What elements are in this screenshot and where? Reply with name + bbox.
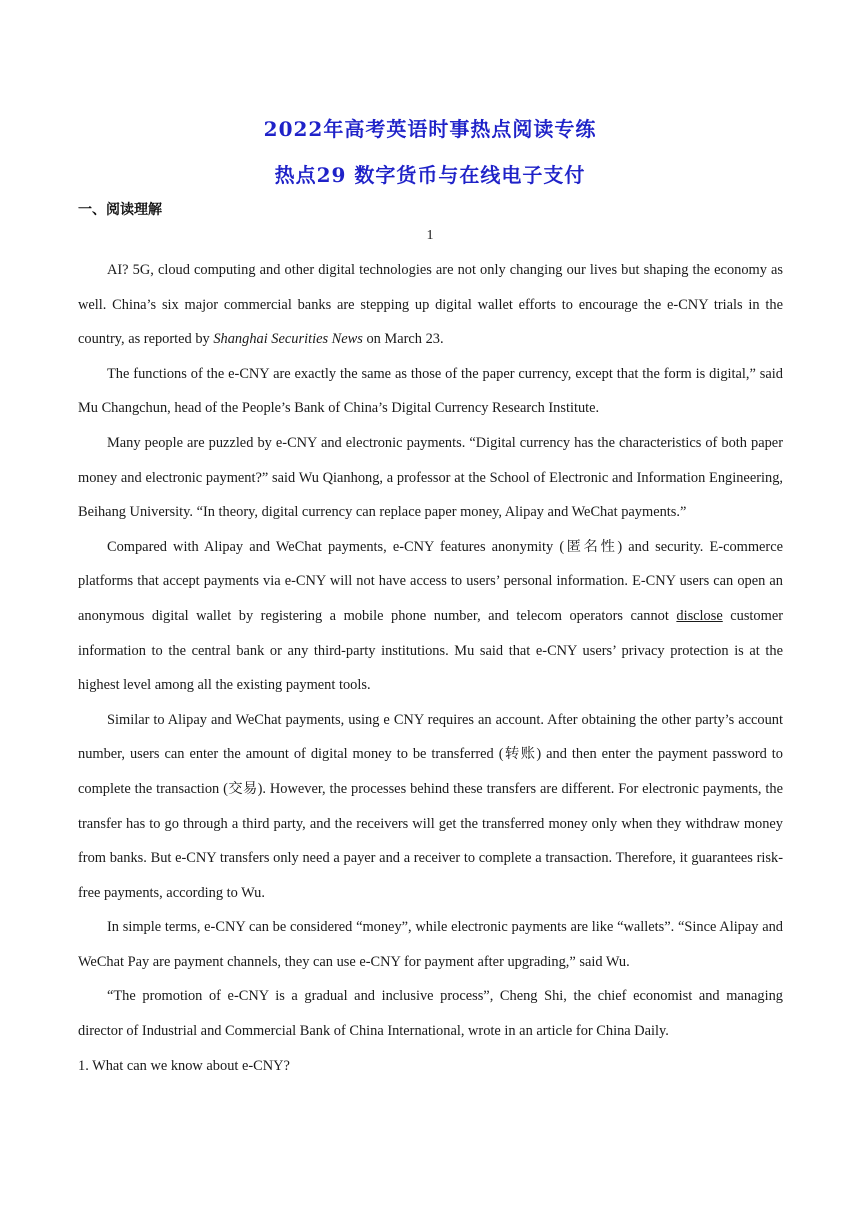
paragraph-1 — [78, 253, 783, 357]
paragraph-2: The functions of the e-CNY are exactly the same as those of the paper currency, except that the form is digital,” said Mu Changchun, head of the People’s Bank of China’s Digital Currency Research Institute. — [78, 365, 783, 417]
paragraph-1-text: AI? 5G, cloud computing and other digital technologies are not only changing our lives but shaping the economy as well. China’s six major commercial banks are stepping up digital wallet efforts to encourage the e-CNY trials in the country, as reported by — [78, 262, 783, 348]
source-name: Shanghai Securities News — [213, 331, 363, 348]
document-subtitle: 热点29 数字货币与在线电子支付 — [274, 163, 586, 187]
paragraph-7: “The promotion of e-CNY is a gradual and inclusive process”, Cheng Shi, the chief economist and managing director of Industrial and Commercial Bank of China International, wrote in an article for China Daily. — [78, 988, 783, 1040]
underlined-word: disclose — [676, 607, 723, 624]
passage-body — [78, 253, 783, 1083]
document-title: 2022年高考英语时事热点阅读专练 — [263, 117, 597, 141]
paragraph-1-tail: on March 23. — [362, 331, 444, 348]
paragraph-4-text: Compared with Alipay and WeChat payments, e-CNY features anonymity (匿名性) and security. E-commerce platforms that accept payments via e-CNY will not have access to users’ personal information. E-CNY users can open an anonymous digital wallet by registering a mobile phone number, and telecom operators cannot — [78, 538, 783, 624]
section-heading: 一、阅读理解 — [78, 202, 162, 218]
paragraph-4 — [78, 530, 783, 703]
paragraph-5: Similar to Alipay and WeChat payments, using e CNY requires an account. After obtaining the other party’s account number, users can enter the amount of digital money to be transferred (转账) and then enter the payment password to complete the transaction (交易). However, the processes behind these transfers are different. For electronic payments, the transfer has to go through a third party, and the receivers will get the transferred money only when they withdraw money from banks. But e-CNY transfers only need a payer and a receiver to complete a transaction. Therefore, it guarantees risk-free payments, according to Wu. — [78, 711, 783, 901]
paragraph-6: In simple terms, e-CNY can be considered “money”, while electronic payments are like “wallets”. “Since Alipay and WeChat Pay are payment channels, they can use e-CNY for payment after upgrading,” said Wu. — [78, 919, 783, 970]
paragraph-4-tail: customer information to the central bank or any third-party institutions. Mu said that e-CNY users’ privacy protection is at the highest level among all the existing payment tools. — [78, 607, 783, 694]
passage-number: 1 — [426, 228, 434, 243]
question-1: 1. What can we know about e-CNY? — [78, 1057, 290, 1074]
paragraph-3: Many people are puzzled by e-CNY and electronic payments. “Digital currency has the characteristics of both paper money and electronic payment?” said Wu Qianhong, a professor at the School of Electronic and Information Engineering, Beihang University. “In theory, digital currency can replace paper money, Alipay and WeChat payments.” — [78, 434, 783, 521]
